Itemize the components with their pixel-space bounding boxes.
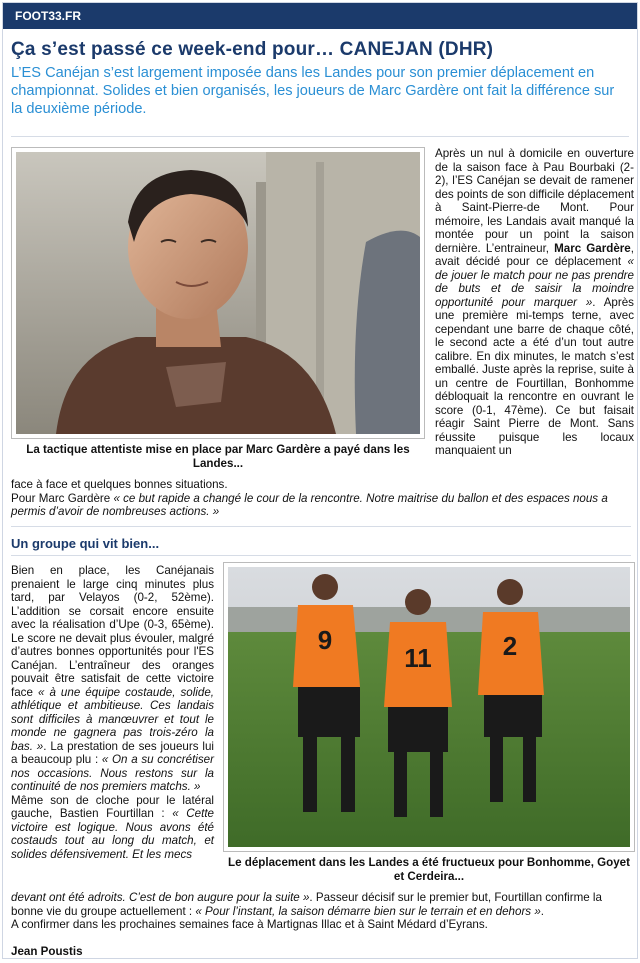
jersey-number-9: 9 [317,625,333,655]
paragraph-1-text-b: , avait décidé pour ce déplacement [435,241,634,268]
article-lead: L’ES Canéjan s’est largement imposée dans les Landes pour son premier déplacement en championnat. Solides et bien organisés, les joueurs de Marc Gardère ont fait la différence sur la deuxième période. [11,65,615,117]
player-quote-c: « Pour l’instant, la saison démarre bien sur le terrain et en dehors » [195,904,541,918]
site-header [3,3,637,29]
site-name[interactable]: FOOT33.FR [15,9,82,23]
article-title: Ça s’est passé ce week-end pour… CANEJAN (DHR) [11,39,494,60]
divider [11,136,629,137]
coach-quote-4: « On a su concrétiser nos occasions. Nous restons sur la continuité de nos premiers matchs. » [11,753,214,793]
paragraph-1-quote-line [11,492,633,519]
article-page [2,2,638,959]
paragraph-2-tail [11,891,635,918]
coach-quote-3: « à une équipe costaude, solide, athlétique et ambitieuse. Ces landais sont difficiles à manœuvrer et tout le monde ne gagnera pas trois-zéro la bas. » [11,685,214,753]
paragraph-2-text-d: . Passeur décisif sur le premier but, Fourtillan confirme la bonne vie du groupe actuellement : [11,891,602,918]
players-image [228,567,630,847]
paragraph-2-end [11,891,635,932]
coach-portrait-image [16,152,420,434]
paragraph-2 [11,564,214,861]
jersey-number-2: 2 [502,631,518,661]
photo-caption-1: La tactique attentiste mise en place par Marc Gardère a payé dans les Landes... [26,443,410,470]
paragraph-2-text-c: Même son de cloche pour le latéral gauche, Bastien Fourtillan : [11,793,214,820]
paragraph-2-text-b: . La prestation de ses joueurs lui a beaucoup plu : [11,739,214,766]
photo-caption-2: Le déplacement dans les Landes a été fructueux pour Bonhomme, Goyet et Cerdeira... [227,856,630,883]
coach-photo [11,147,425,439]
paragraph-2-text-a: Bien en place, les Canéjanais prenaient le large cinq minutes plus tard, par Velayos (0-2, 52ème). L’addition se corsait encore ensuite avec la réalisation d’Upe (0-3, 65ème). Le score ne devait plus évouler, malgré d’autres bonnes opportunités pour l'ES Canéjan. L’entraîneur des oranges pouvait être satisfait de cette victoire face [11,564,214,699]
coach-quote-2: « ce but rapide a changé le cour de la rencontre. Notre maitrise du ballon et des espaces nous a permis d’avoir de nombreuses actions. » [11,491,608,518]
divider [11,526,631,527]
paragraph-1 [435,147,634,458]
paragraph-2-text-e: . [540,904,545,918]
paragraph-1-text-a: Après un nul à domicile en ouverture de la saison face à Pau Bourbaki (2-2), l’ES Canéjan se devait de ramener des points de son difficile déplacement à Saint-Pierre-de Mont. Pour mémoire, les Landais avait manqué la montée pour un point la saison dernière. L’entraineur, [435,147,634,255]
player-quote-b: devant ont été adroits. C’est de bon augure pour la suite » [11,891,310,904]
paragraph-1-tail: face à face et quelques bonnes situations. [11,478,228,491]
coach-quote: « de jouer le match pour ne pas prendre de buts et de saisir la moindre opportunité pour marquer » [435,255,634,309]
divider [11,555,631,556]
paragraph-1-end [11,478,633,519]
article-author: Jean Poustis [11,945,83,958]
paragraph-1-text-c: . Après une première mi-temps terne, avec cependant une barre de chaque côté, le second acte a été d’un tout autre calibre. En dix minutes, le match s’est emballé. Juste après la reprise, suite à un centre de Fourtillan, Bonhomme débloquait la rencontre en ouvrant le score (0-1, 47ème). Ce but faisait réagir Saint Pierre de Mont. Sans réussite puisque les locaux manquaient un [435,295,634,457]
section-title: Un groupe qui vit bien... [11,536,160,551]
player-quote-a: « Cette victoire est logique. Nous avons été costauds tout au long du match, et solides défensivement. Et les mecs [11,807,214,861]
players-photo [223,562,635,852]
quote-intro: Pour Marc Gardère [11,491,114,505]
coach-name: Marc Gardère [554,241,631,255]
paragraph-2-last: A confirmer dans les prochaines semaines face à Martignas Illac et à Saint Médard d’Eyrans. [11,918,488,931]
jersey-number-11: 11 [404,643,432,673]
